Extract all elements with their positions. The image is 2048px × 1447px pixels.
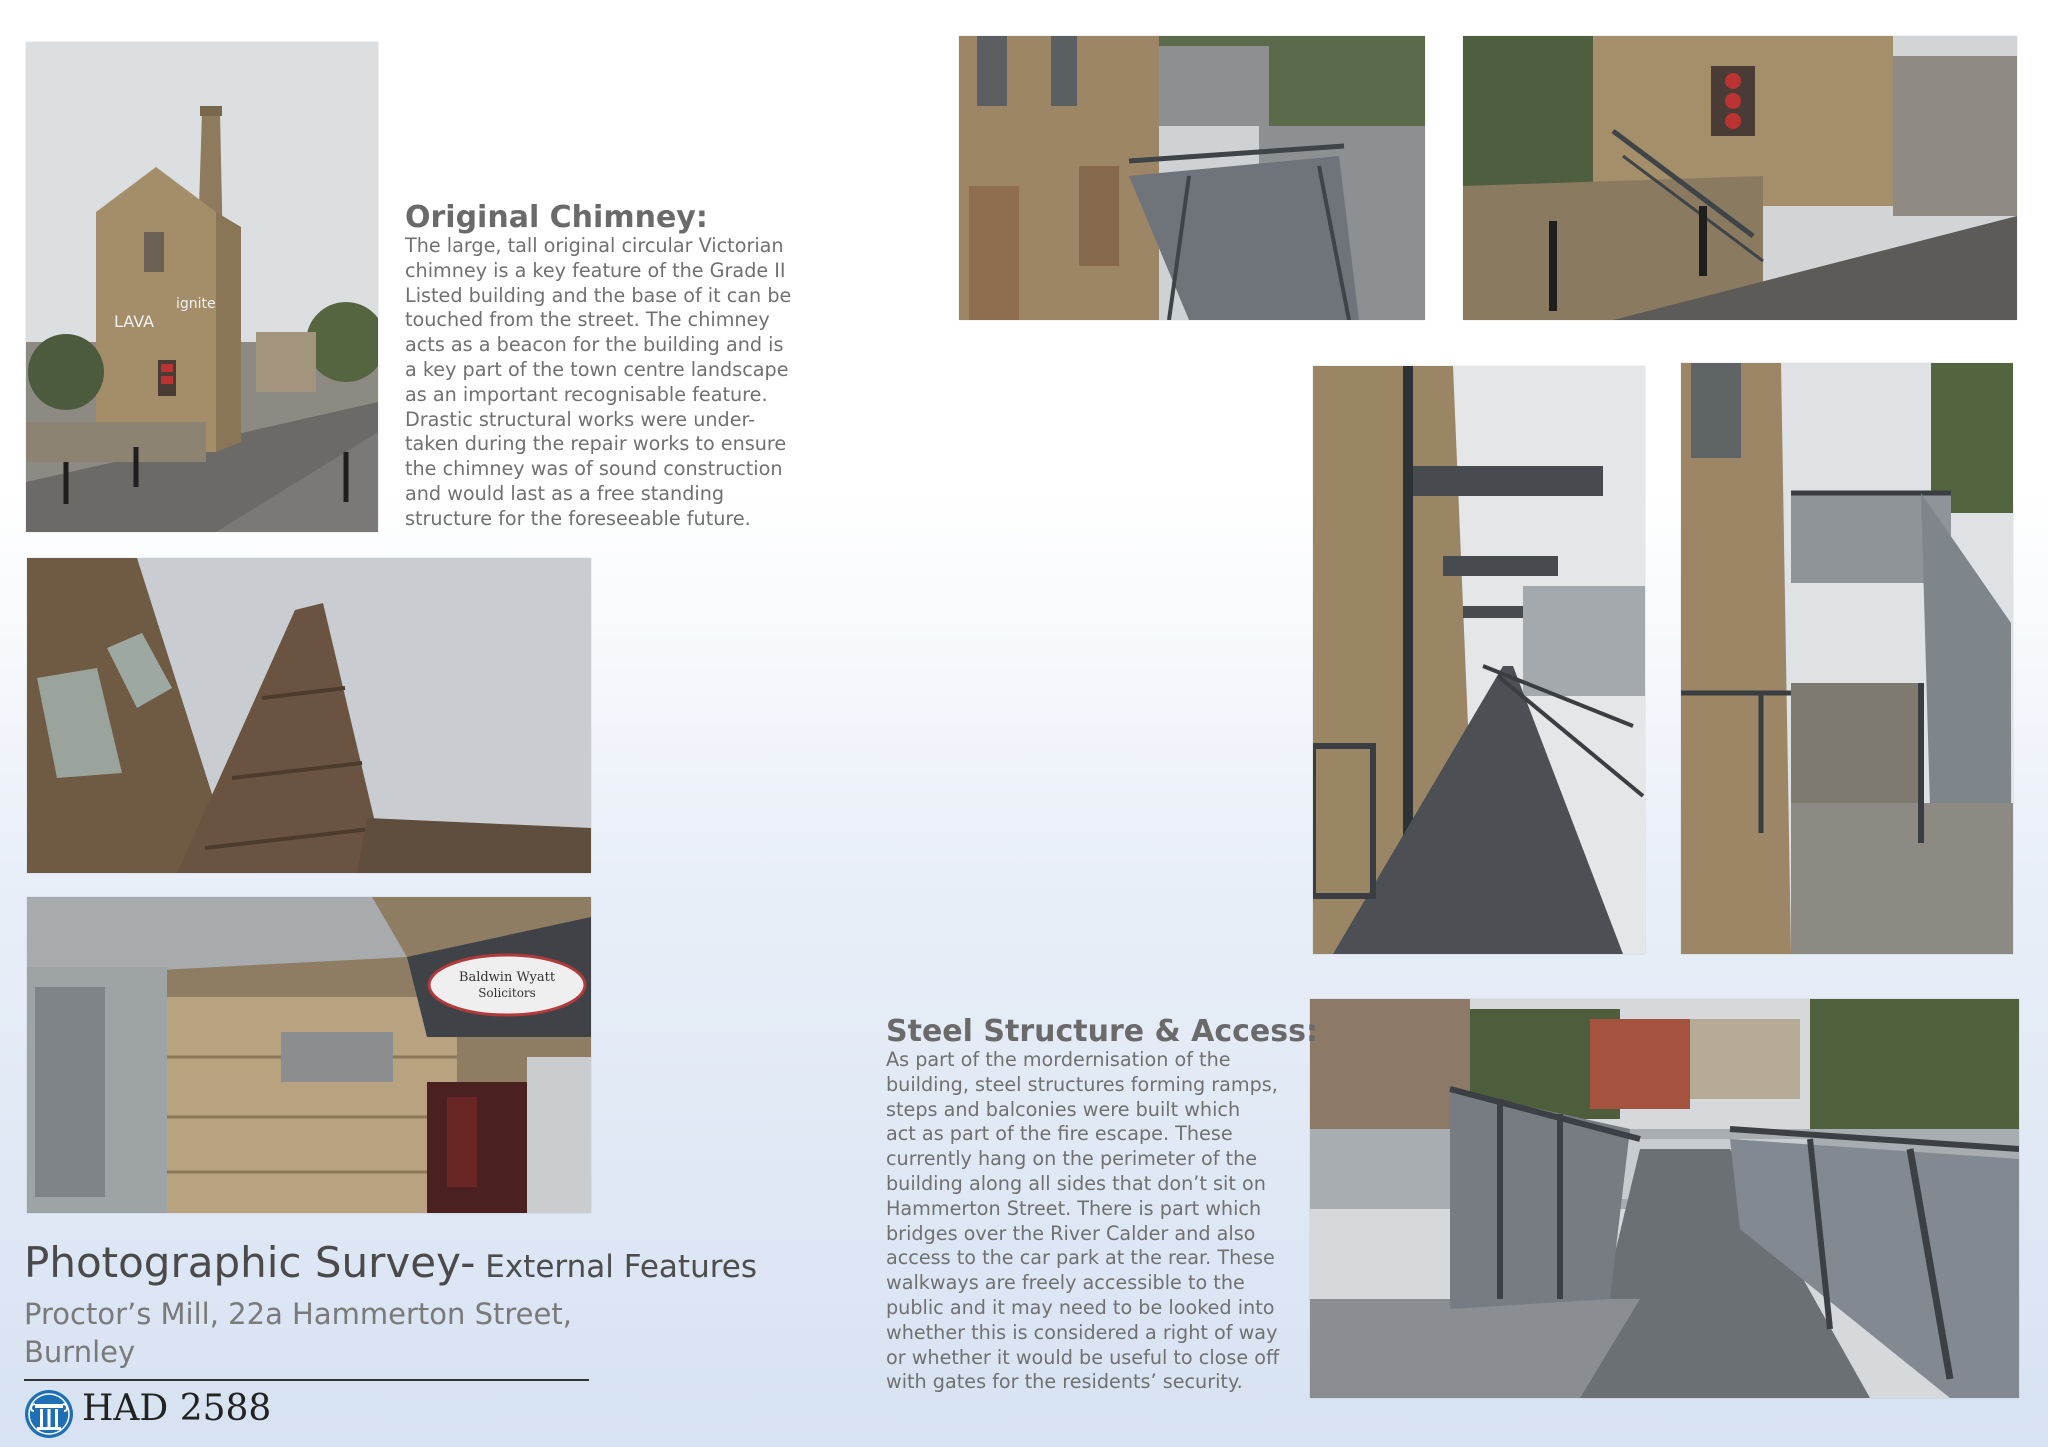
chimney-line: taken during the repair works to ensure bbox=[405, 432, 787, 456]
lava-sign-text: LAVA bbox=[114, 312, 155, 331]
steel-description bbox=[886, 1048, 1279, 1395]
stair-down-illustration bbox=[1681, 363, 2013, 954]
steel-line: bridges over the River Calder and also bbox=[886, 1221, 1256, 1245]
chimney-line: Drastic structural works were under- bbox=[405, 407, 756, 431]
title-main-text: Photographic Survey- bbox=[24, 1238, 476, 1287]
chimney-description bbox=[405, 234, 791, 532]
chimney-line: touched from the street. The chimney bbox=[405, 308, 770, 332]
photo-stair-street bbox=[1463, 36, 2017, 320]
chimney-line: as an important recognisable feature. bbox=[405, 382, 768, 406]
steel-heading: Steel Structure & Access: bbox=[886, 1014, 1318, 1049]
photo-chimney-street bbox=[26, 42, 378, 532]
solicitor-sign-line1: Baldwin Wyatt bbox=[458, 970, 556, 985]
chimney-line: and would last as a free standing bbox=[405, 481, 725, 505]
chimney-line: acts as a beacon for the building and is bbox=[405, 333, 784, 357]
ignite-sign-text: ignite bbox=[176, 296, 216, 312]
photo-stair-down bbox=[1681, 363, 2013, 954]
stair-street-illustration bbox=[1463, 36, 2017, 320]
solicitor-sign-line2: Solicitors bbox=[478, 986, 536, 1000]
steel-line: currently hang on the perimeter of the bbox=[886, 1147, 1258, 1171]
chimney-line: The large, tall original circular Victorian bbox=[405, 234, 784, 257]
title-sub-text: External Features bbox=[475, 1249, 758, 1285]
steel-line: walkways are freely accessible to the bbox=[886, 1271, 1245, 1295]
steel-line: Hammerton Street. There is part which bbox=[886, 1196, 1262, 1220]
address-line2: Burnley bbox=[24, 1335, 136, 1369]
steel-line: building, steel structures forming ramps, bbox=[886, 1072, 1278, 1096]
photo-walkway-canopy bbox=[1313, 366, 1645, 954]
page-title bbox=[24, 1238, 757, 1287]
bridge-walkway-illustration bbox=[1310, 999, 2019, 1398]
steel-line: act as part of the fire escape. These bbox=[886, 1122, 1233, 1146]
entrance-illustration bbox=[27, 897, 591, 1213]
chimney-line: a key part of the town centre landscape bbox=[405, 357, 789, 381]
ramp-side-illustration bbox=[959, 36, 1425, 320]
column-logo-icon bbox=[24, 1389, 74, 1439]
address-line1: Proctor’s Mill, 22a Hammerton Street, bbox=[24, 1297, 572, 1331]
chimney-upward-illustration bbox=[27, 558, 591, 873]
chimney-line: the chimney was of sound construction bbox=[405, 457, 783, 481]
steel-line: As part of the mordernisation of the bbox=[886, 1048, 1231, 1071]
steel-line: or whether it would be useful to close off bbox=[886, 1345, 1280, 1369]
walkway-canopy-illustration bbox=[1313, 366, 1645, 954]
chimney-street-illustration bbox=[26, 42, 378, 532]
photo-entrance bbox=[27, 897, 591, 1213]
steel-line: building along all sides that don’t sit on bbox=[886, 1171, 1266, 1195]
chimney-heading: Original Chimney: bbox=[405, 200, 708, 235]
chimney-line: Listed building and the base of it can be bbox=[405, 283, 792, 307]
module-code: HAD 2588 bbox=[82, 1388, 272, 1429]
photo-ramp-side bbox=[959, 36, 1425, 320]
chimney-line: chimney is a key feature of the Grade II bbox=[405, 258, 786, 282]
photo-chimney-upward bbox=[27, 558, 591, 873]
chimney-line: structure for the foreseeable future. bbox=[405, 506, 751, 530]
photo-bridge-walkway bbox=[1310, 999, 2019, 1398]
address bbox=[24, 1295, 572, 1371]
steel-line: public and it may need to be looked into bbox=[886, 1295, 1275, 1319]
title-divider bbox=[24, 1379, 589, 1381]
steel-line: access to the car park at the rear. These bbox=[886, 1246, 1275, 1270]
steel-line: steps and balconies were built which bbox=[886, 1097, 1241, 1121]
steel-line: with gates for the residents’ security. bbox=[886, 1370, 1243, 1394]
steel-line: whether this is considered a right of way bbox=[886, 1320, 1278, 1344]
